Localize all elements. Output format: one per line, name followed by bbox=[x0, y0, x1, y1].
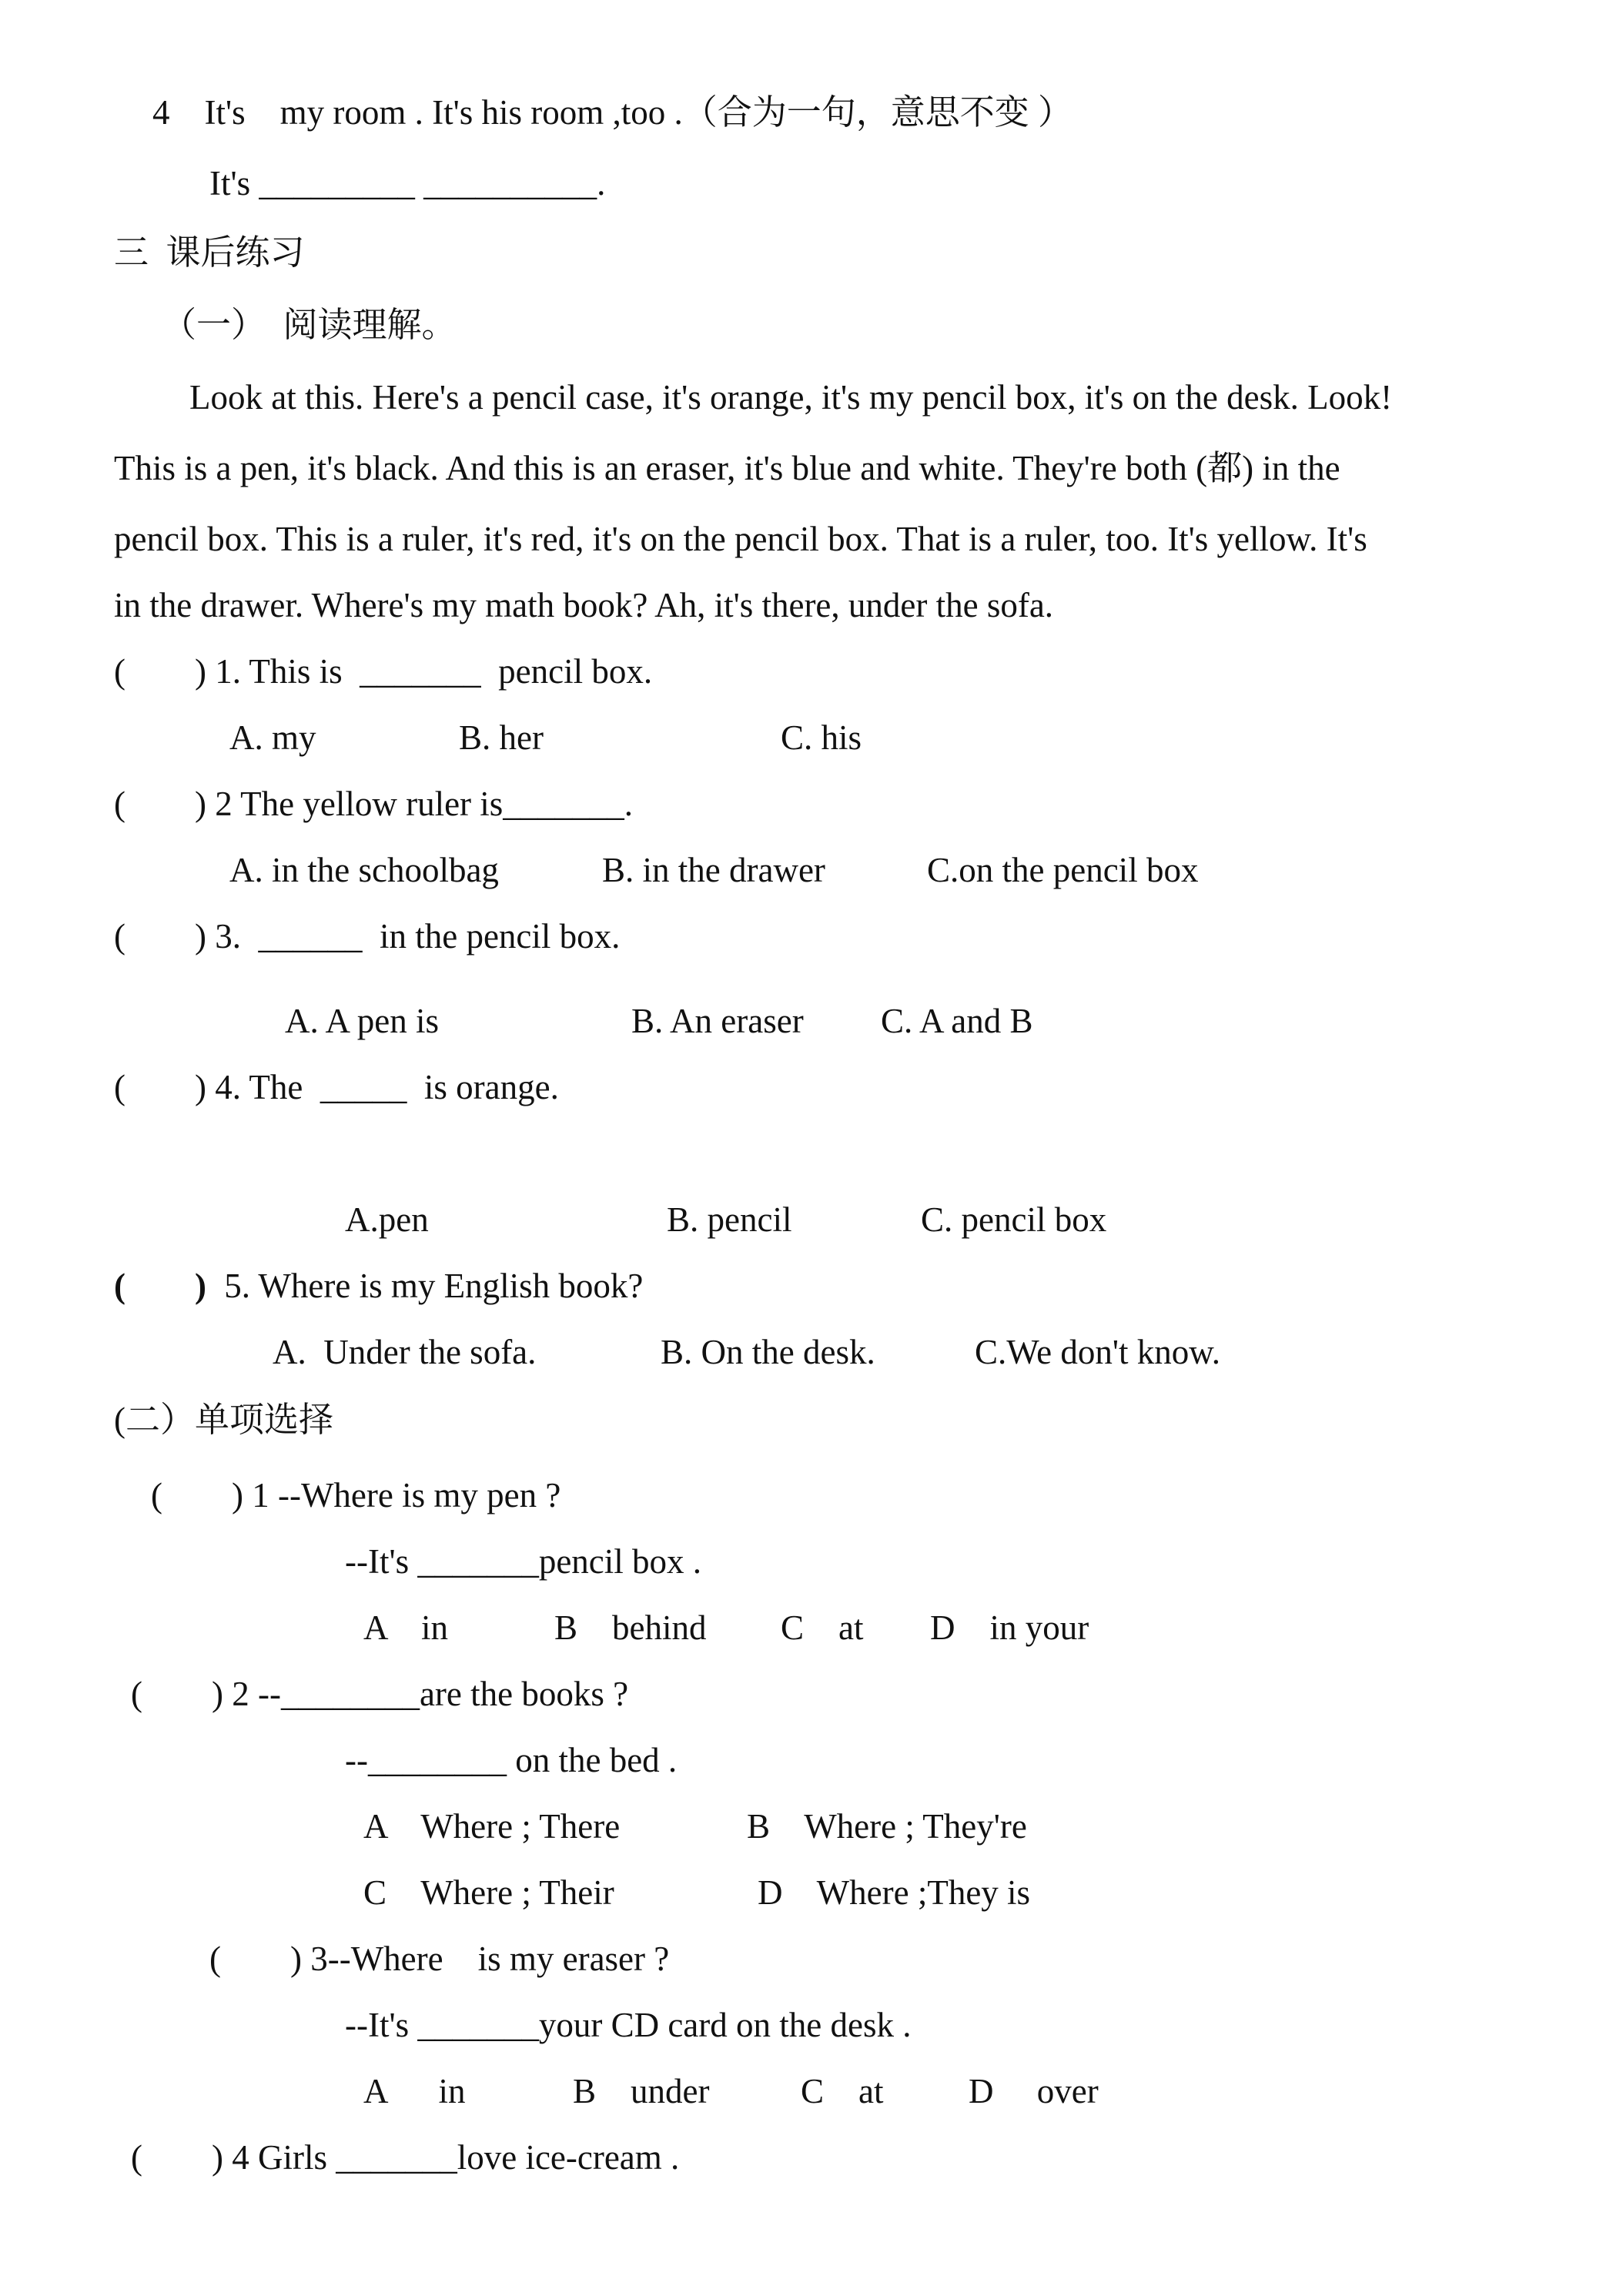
transform-question-4: 4 It's my room . It's his room ,too .（合为一句，意思不变 ） bbox=[152, 93, 1073, 132]
option-c: C. A and B bbox=[881, 1002, 1033, 1040]
option-c: C Where ; Their bbox=[363, 1873, 614, 1912]
option-c: C at bbox=[801, 2072, 884, 2110]
option-b: B. pencil bbox=[667, 1200, 792, 1239]
option-a: A in bbox=[363, 1608, 449, 1647]
passage-line: in the drawer. Where's my math book? Ah, it's there, under the sofa. bbox=[114, 586, 1054, 624]
reading-question-stem: 5. Where is my English book? bbox=[216, 1267, 644, 1305]
option-b: B. in the drawer bbox=[602, 851, 825, 889]
option-a: A in bbox=[363, 2072, 466, 2110]
option-b: B Where ; They're bbox=[747, 1807, 1027, 1846]
passage-line: Look at this. Here's a pencil case, it's orange, it's my pencil box, it's on the desk. Look! bbox=[189, 378, 1393, 417]
option-c: C at bbox=[781, 1608, 864, 1647]
passage-line: This is a pen, it's black. And this is an eraser, it's blue and white. They're both (都) in the bbox=[114, 449, 1340, 487]
reading-question-stem: ( ) 3. ______ in the pencil box. bbox=[114, 917, 621, 956]
question-bracket: ( ) bbox=[114, 1267, 206, 1305]
choice-question-stem: ( ) 4 Girls _______love ice-cream . bbox=[131, 2138, 680, 2177]
reading-question-stem: ( ) 2 The yellow ruler is_______. bbox=[114, 785, 634, 823]
option-d: D Where ;They is bbox=[758, 1873, 1031, 1912]
choice-question-stem: ( ) 1 --Where is my pen ? bbox=[151, 1476, 561, 1514]
option-a: A. Under the sofa. bbox=[273, 1333, 537, 1371]
option-a: A.pen bbox=[345, 1200, 429, 1239]
option-c: C. his bbox=[781, 718, 862, 757]
reading-question-stem: ( ) 1. This is _______ pencil box. bbox=[114, 652, 653, 691]
option-d: D in your bbox=[930, 1608, 1089, 1647]
reading-question-stem: ( ) 4. The _____ is orange. bbox=[114, 1068, 559, 1106]
option-b: B behind bbox=[554, 1608, 707, 1647]
option-b: B under bbox=[573, 2072, 710, 2110]
passage-line: pencil box. This is a ruler, it's red, it's on the pencil box. That is a ruler, too. It's yellow. It's bbox=[114, 520, 1367, 558]
option-b: B. her bbox=[459, 718, 544, 757]
option-a: A Where ; There bbox=[363, 1807, 621, 1846]
option-c: C.on the pencil box bbox=[927, 851, 1199, 889]
option-b: B. An eraser bbox=[631, 1002, 804, 1040]
option-a: A. my bbox=[229, 718, 316, 757]
option-a: A. in the schoolbag bbox=[229, 851, 499, 889]
transform-answer-line: It's _________ __________. bbox=[209, 164, 606, 202]
option-a: A. A pen is bbox=[285, 1002, 440, 1040]
section-heading: 三 课后练习 bbox=[114, 233, 305, 272]
option-d: D over bbox=[969, 2072, 1099, 2110]
choice-heading: (二）单项选择 bbox=[114, 1401, 333, 1439]
option-c: C.We don't know. bbox=[975, 1333, 1221, 1371]
choice-question-stem: ( ) 2 --________are the books ? bbox=[131, 1675, 629, 1713]
option-b: B. On the desk. bbox=[661, 1333, 875, 1371]
choice-question-reply: --It's _______pencil box . bbox=[345, 1542, 702, 1581]
option-c: C. pencil box bbox=[921, 1200, 1107, 1239]
choice-question-reply: --________ on the bed . bbox=[345, 1741, 678, 1779]
choice-question-stem: ( ) 3--Where is my eraser ? bbox=[209, 1940, 670, 1978]
reading-heading: （一） 阅读理解。 bbox=[162, 306, 457, 344]
choice-question-reply: --It's _______your CD card on the desk . bbox=[345, 2006, 912, 2044]
